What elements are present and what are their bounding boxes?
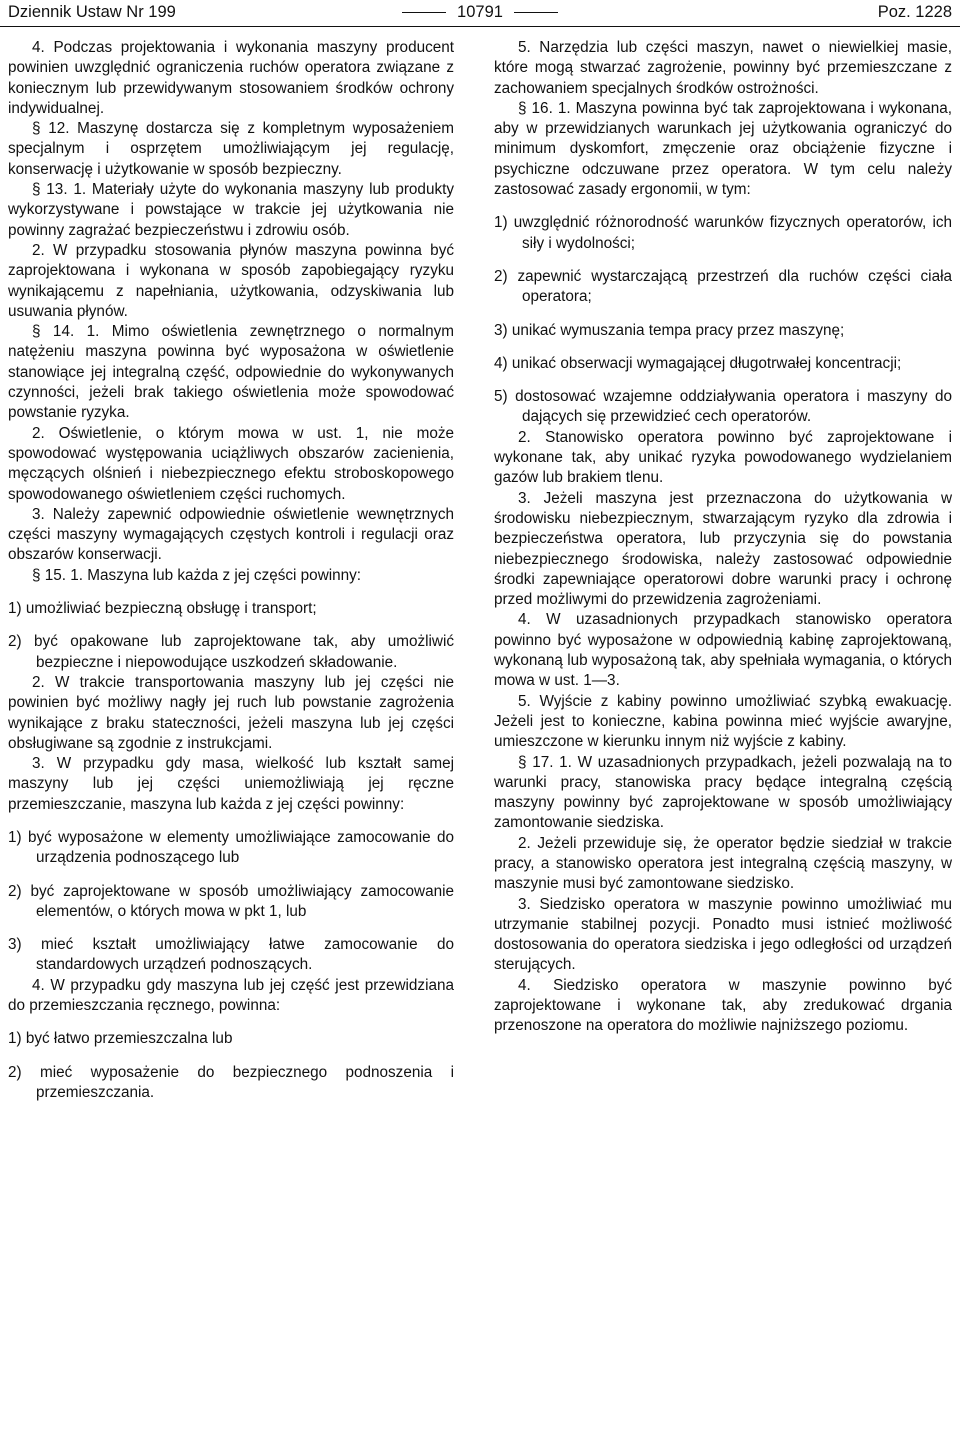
list-item: 1) umożliwiać bezpieczną obsługę i transport;	[8, 600, 317, 618]
paragraph-4: 4. Podczas projektowania i wykonania maszyny producent powinien uwzględnić ograniczenia ruchów operatora związane z koniecznym lub przewidywanym stosowaniem środków ochrony indywidualnej.	[8, 39, 454, 117]
list-item: 3) unikać wymuszania tempa pracy przez maszynę;	[494, 321, 845, 339]
section-13-item-2: 2. W przypadku stosowania płynów maszyna powinna być zaprojektowana i wykonana w sposób zapobiegający ryzyku wynikającemu z napełniania, użytkowania, odzyskiwania lub usuwania płynów.	[8, 241, 454, 320]
paragraph-5: 5. Narzędzia lub części maszyn, nawet o niewielkiej masie, które mogą stwarzać zagrożenie, powinny być przemieszczane z zachowaniem specjalnych środków ostrożności.	[494, 39, 952, 97]
section-17-item-1: § 17. 1. W uzasadnionych przypadkach, jeżeli pozwalają na to warunki pracy, stanowiska pracy będące integralną częścią maszyny powinny być zaprojektowane w sposób umożliwiający zamontowanie siedziska.	[494, 753, 952, 832]
section-16-item-4: 4. W uzasadnionych przypadkach stanowisko operatora powinno być wyposażone w odpowiednią kabinę zaprojektowaną, wykonaną lub wyposażoną tak, aby spełniała wymagania, o których mowa w ust. 1—3.	[494, 611, 952, 690]
section-13-item-1: § 13. 1. Materiały użyte do wykonania maszyny lub produkty wykorzystywane i powstające w trakcie jej użytkowania nie powinny zagrażać bezpieczeństwu i zdrowiu osób.	[8, 181, 454, 239]
page-number-text: 10791	[457, 3, 503, 21]
section-16-item-1: § 16. 1. Maszyna powinna być tak zaprojektowana i wykonana, aby w przewidzianych warunkach jej użytkowania ograniczyć do minimum dyskomfort, zmęczenie oraz obciążenie fizyczne i psychiczne odczuwane przez operatora. W tym celu należy zastosować zasady ergonomii, w tym:	[494, 99, 952, 199]
section-15-item-3: 3. W przypadku gdy masa, wielkość lub kształt samej maszyny lub jej części uniemożliwiają jej ręczne przemieszczanie, maszyna lub każda z jej części powinny:	[8, 755, 454, 813]
list-item: 1) być łatwo przemieszczalna lub	[8, 1030, 233, 1048]
left-column	[8, 38, 454, 1103]
section-15-item-1: § 15. 1. Maszyna lub każda z jej części powinny:	[32, 566, 362, 584]
section-16-item-1-list	[494, 213, 952, 427]
section-15-item-3-list	[8, 828, 454, 976]
list-item: 5) dostosować wzajemne oddziaływania operatora i maszyny do dających się przewidzieć cech operatorów.	[494, 388, 952, 426]
section-15-item-4-list	[8, 1029, 454, 1103]
list-item: 1) być wyposażone w elementy umożliwiające zamocowanie do urządzenia podnoszącego lub	[8, 828, 454, 867]
section-16-item-2: 2. Stanowisko operatora powinno być zaprojektowane i wykonane tak, aby unikać ryzyka powodowanego wydzielaniem gazów lub brakiem tlenu.	[494, 428, 952, 487]
list-item: 1) uwzględnić różnorodność warunków fizycznych operatorów, ich siły i wydolności;	[494, 214, 952, 252]
page-number	[8, 0, 952, 24]
section-17-item-3: 3. Siedzisko operatora w maszynie powinno umożliwiać mu utrzymanie stabilnej pozycji. Ponadto musi istnieć możliwość dostosowania do operatora siedziska i jego odległości od urządzeń sterujących.	[494, 895, 952, 974]
section-16-item-5: 5. Wyjście z kabiny powinno umożliwiać szybką ewakuację. Jeżeli jest to konieczne, kabina powinna mieć wyjście awaryjne, umieszczone w kierunku innym niż wyjście z kabiny.	[494, 692, 952, 751]
list-item: 2) mieć wyposażenie do bezpiecznego podnoszenia i przemieszczania.	[8, 1063, 454, 1101]
section-15-item-1-list	[8, 599, 454, 673]
section-16-item-3: 3. Jeżeli maszyna jest przeznaczona do użytkowania w środowisku niebezpiecznym, stwarzającym ryzyko dla zdrowia i bezpieczeństwa operatora, lub przyczynia się do powstania niebezpiecznego środowiska, należy zastosować odpowiednie środki zapewniające operatorowi dobre warunki pracy i ochronę przed możliwymi do przewidzenia zagrożeniami.	[494, 489, 952, 609]
section-15-item-4: 4. W przypadku gdy maszyna lub jej część jest przewidziana do przemieszczania ręcznego, powinna:	[8, 976, 454, 1015]
list-item: 2) zapewnić wystarczającą przestrzeń dla ruchów części ciała operatora;	[494, 267, 952, 306]
section-17-item-4: 4. Siedzisko operatora w maszynie powinno być zaprojektowane i wykonane tak, aby zredukować drgania przenoszone na operatora do możliwie najniższego poziomu.	[494, 976, 952, 1035]
right-column	[494, 38, 952, 1037]
page-header	[8, 0, 952, 24]
list-item: 4) unikać obserwacji wymagającej długotrwałej koncentracji;	[494, 354, 902, 372]
section-12: § 12. Maszynę dostarcza się z kompletnym wyposażeniem specjalnym i osprzętem umożliwiającym jej regulację, konserwację i użytkowanie w sposób bezpieczny.	[8, 120, 454, 178]
list-item: 2) być zaprojektowane w sposób umożliwiający zamocowanie elementów, o których mowa w pkt 1, lub	[8, 882, 454, 920]
section-14-item-2: 2. Oświetlenie, o którym mowa w ust. 1, nie może spowodować występowania uciążliwych obszarów zacienienia, męczących olśnień i niebezpiecznego efektu stroboskopowego spowodowanego oświetleniem części ruchomych.	[8, 424, 454, 503]
section-14-item-1: § 14. 1. Mimo oświetlenia zewnętrznego o normalnym natężeniu maszyna powinna być wyposażona w oświetlenie stanowiące jej integralną część, odpowiednie do wykonywanych czynności, jeżeli brak takiego oświetlenia może spowodować powstanie ryzyka.	[8, 323, 454, 422]
list-item: 3) mieć kształt umożliwiający łatwe zamocowanie do standardowych urządzeń podnoszących.	[8, 936, 454, 974]
header-rule	[0, 26, 960, 27]
section-14-item-3: 3. Należy zapewnić odpowiednie oświetlenie wewnętrznych części maszyny wymagających częstych kontroli i regulacji oraz obszarów konserwacji.	[8, 505, 454, 564]
dash-left	[402, 12, 446, 13]
list-item: 2) być opakowane lub zaprojektowane tak, aby umożliwić bezpieczne i niepowodujące uszkodzeń składowanie.	[8, 633, 454, 671]
position-number: Poz. 1228	[877, 3, 952, 21]
section-15-item-2: 2. W trakcie transportowania maszyny lub jej części nie powinien być możliwy nagły jej ruch lub powstanie zagrożenia wynikające z braku stateczności, jeżeli maszyna lub jej części obsługiwane są zgodnie z instrukcjami.	[8, 673, 454, 752]
dash-right	[514, 12, 558, 13]
section-17-item-2: 2. Jeżeli przewiduje się, że operator będzie siedział w trakcie pracy, a stanowisko operatora jest integralną częścią maszyny, w maszynie musi być zamontowane siedzisko.	[494, 834, 952, 893]
journal-title: Dziennik Ustaw Nr 199	[8, 3, 176, 21]
